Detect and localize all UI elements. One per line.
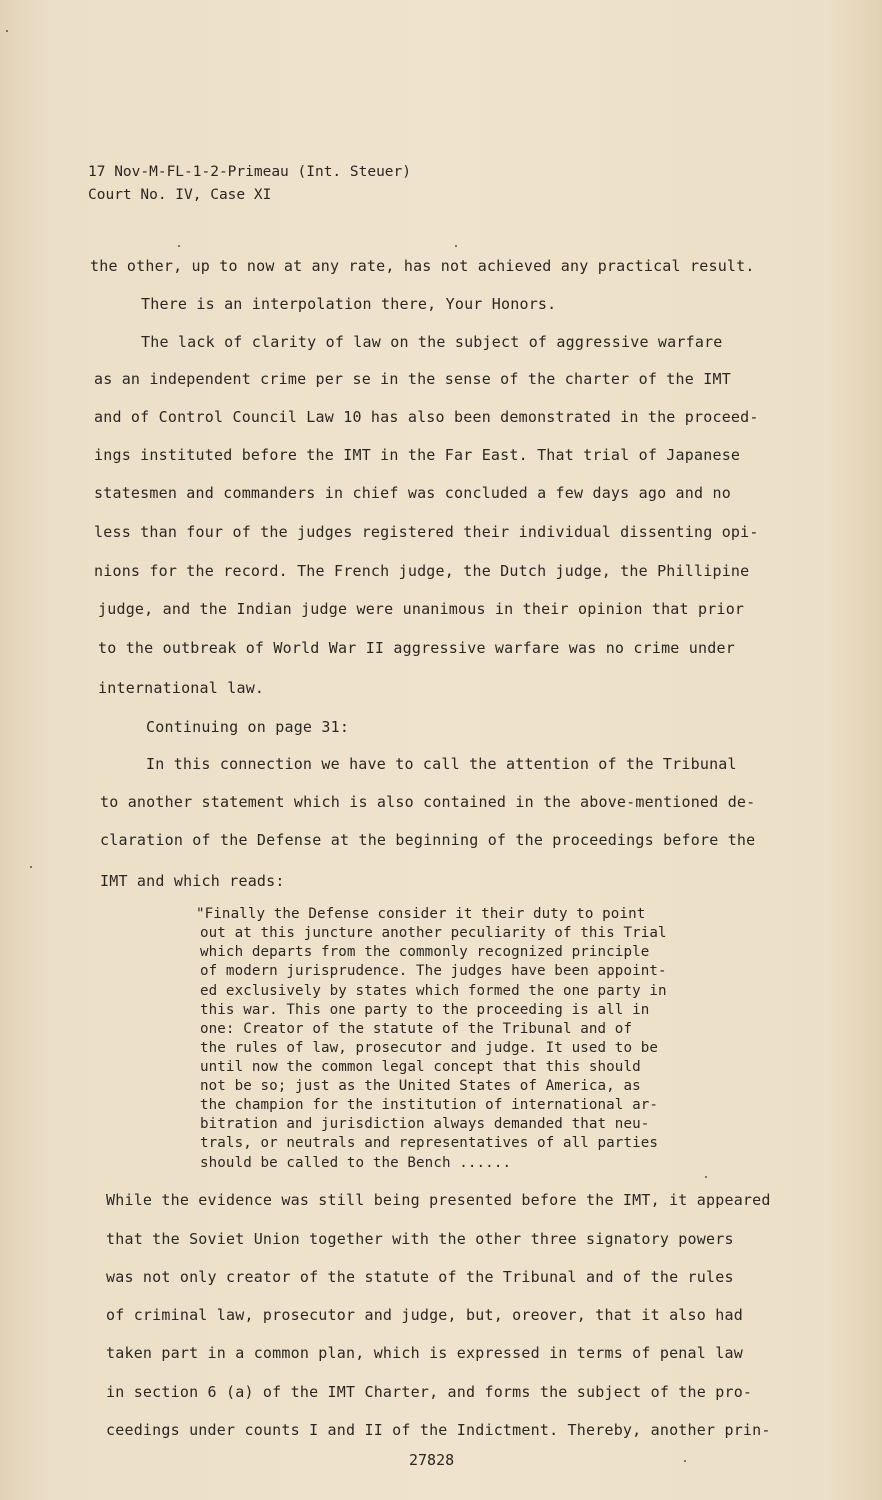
text-line: in section 6 (a) of the IMT Charter, and forms the subject of the pro- <box>106 1383 753 1401</box>
quote-line: one: Creator of the statute of the Tribunal and of <box>200 1021 633 1037</box>
quote-line: which departs from the commonly recognized principle <box>200 944 650 960</box>
text-line: taken part in a common plan, which is expressed in terms of penal law <box>106 1344 743 1362</box>
page-number: 27828 <box>409 1451 455 1469</box>
text-line: claration of the Defense at the beginning of the proceedings before the <box>100 831 756 849</box>
paper-speck <box>6 30 8 32</box>
text-line: was not only creator of the statute of the Tribunal and of the rules <box>106 1268 734 1286</box>
quote-line: should be called to the Bench ...... <box>200 1155 512 1171</box>
quote-line: ed exclusively by states which formed the one party in <box>200 983 667 999</box>
text-line: less than four of the judges registered their individual dissenting opi- <box>94 523 759 541</box>
text-line: There is an interpolation there, Your Honors. <box>141 295 557 313</box>
text-line: that the Soviet Union together with the other three signatory powers <box>106 1230 734 1248</box>
quote-line: bitration and jurisdiction always demanded that neu- <box>200 1116 650 1132</box>
text-line: of criminal law, prosecutor and judge, but, oreover, that it also had <box>106 1306 743 1324</box>
text-line: statesmen and commanders in chief was concluded a few days ago and no <box>94 484 731 502</box>
quote-line: this war. This one party to the proceeding is all in <box>200 1002 650 1018</box>
paper-speck <box>684 1460 686 1462</box>
quote-line: "Finally the Defense consider it their duty to point <box>196 906 646 922</box>
text-line: the other, up to now at any rate, has not achieved any practical result. <box>90 257 755 275</box>
text-line: and of Control Council Law 10 has also been demonstrated in the proceed- <box>94 408 759 426</box>
quote-line: until now the common legal concept that this should <box>200 1059 641 1075</box>
text-line: Continuing on page 31: <box>146 718 350 736</box>
text-line: ceedings under counts I and II of the Indictment. Thereby, another prin- <box>106 1421 771 1439</box>
text-line: In this connection we have to call the attention of the Tribunal <box>146 755 737 773</box>
text-line: to another statement which is also contained in the above-mentioned de- <box>100 793 756 811</box>
header-case-reference: 17 Nov-M-FL-1-2-Primeau (Int. Steuer) <box>88 164 412 180</box>
text-line: to the outbreak of World War II aggressive warfare was no crime under <box>98 639 735 657</box>
quote-line: the rules of law, prosecutor and judge. It used to be <box>200 1040 659 1056</box>
paper-speck <box>705 1176 707 1178</box>
text-line: international law. <box>98 679 265 697</box>
quote-line: of modern jurisprudence. The judges have been appoint- <box>200 963 667 979</box>
text-line: While the evidence was still being presented before the IMT, it appeared <box>106 1191 771 1209</box>
paper-speck <box>455 245 457 247</box>
text-line: as an independent crime per se in the sense of the charter of the IMT <box>94 370 731 388</box>
text-line: nions for the record. The French judge, the Dutch judge, the Phillipine <box>94 562 750 580</box>
text-line: judge, and the Indian judge were unanimous in their opinion that prior <box>98 600 745 618</box>
text-line: The lack of clarity of law on the subject of aggressive warfare <box>141 333 723 351</box>
paper-speck <box>178 245 180 247</box>
text-line: ings instituted before the IMT in the Far East. That trial of Japanese <box>94 446 741 464</box>
text-line: IMT and which reads: <box>100 872 285 890</box>
paper-speck <box>30 866 32 868</box>
document-header <box>88 161 411 207</box>
quote-line: out at this juncture another peculiarity of this Trial <box>200 925 667 941</box>
header-court-number: Court No. IV, Case XI <box>88 187 272 203</box>
quote-line: trals, or neutrals and representatives of all parties <box>200 1135 659 1151</box>
quote-line: the champion for the institution of international ar- <box>200 1097 659 1113</box>
quote-line: not be so; just as the United States of America, as <box>200 1078 641 1094</box>
